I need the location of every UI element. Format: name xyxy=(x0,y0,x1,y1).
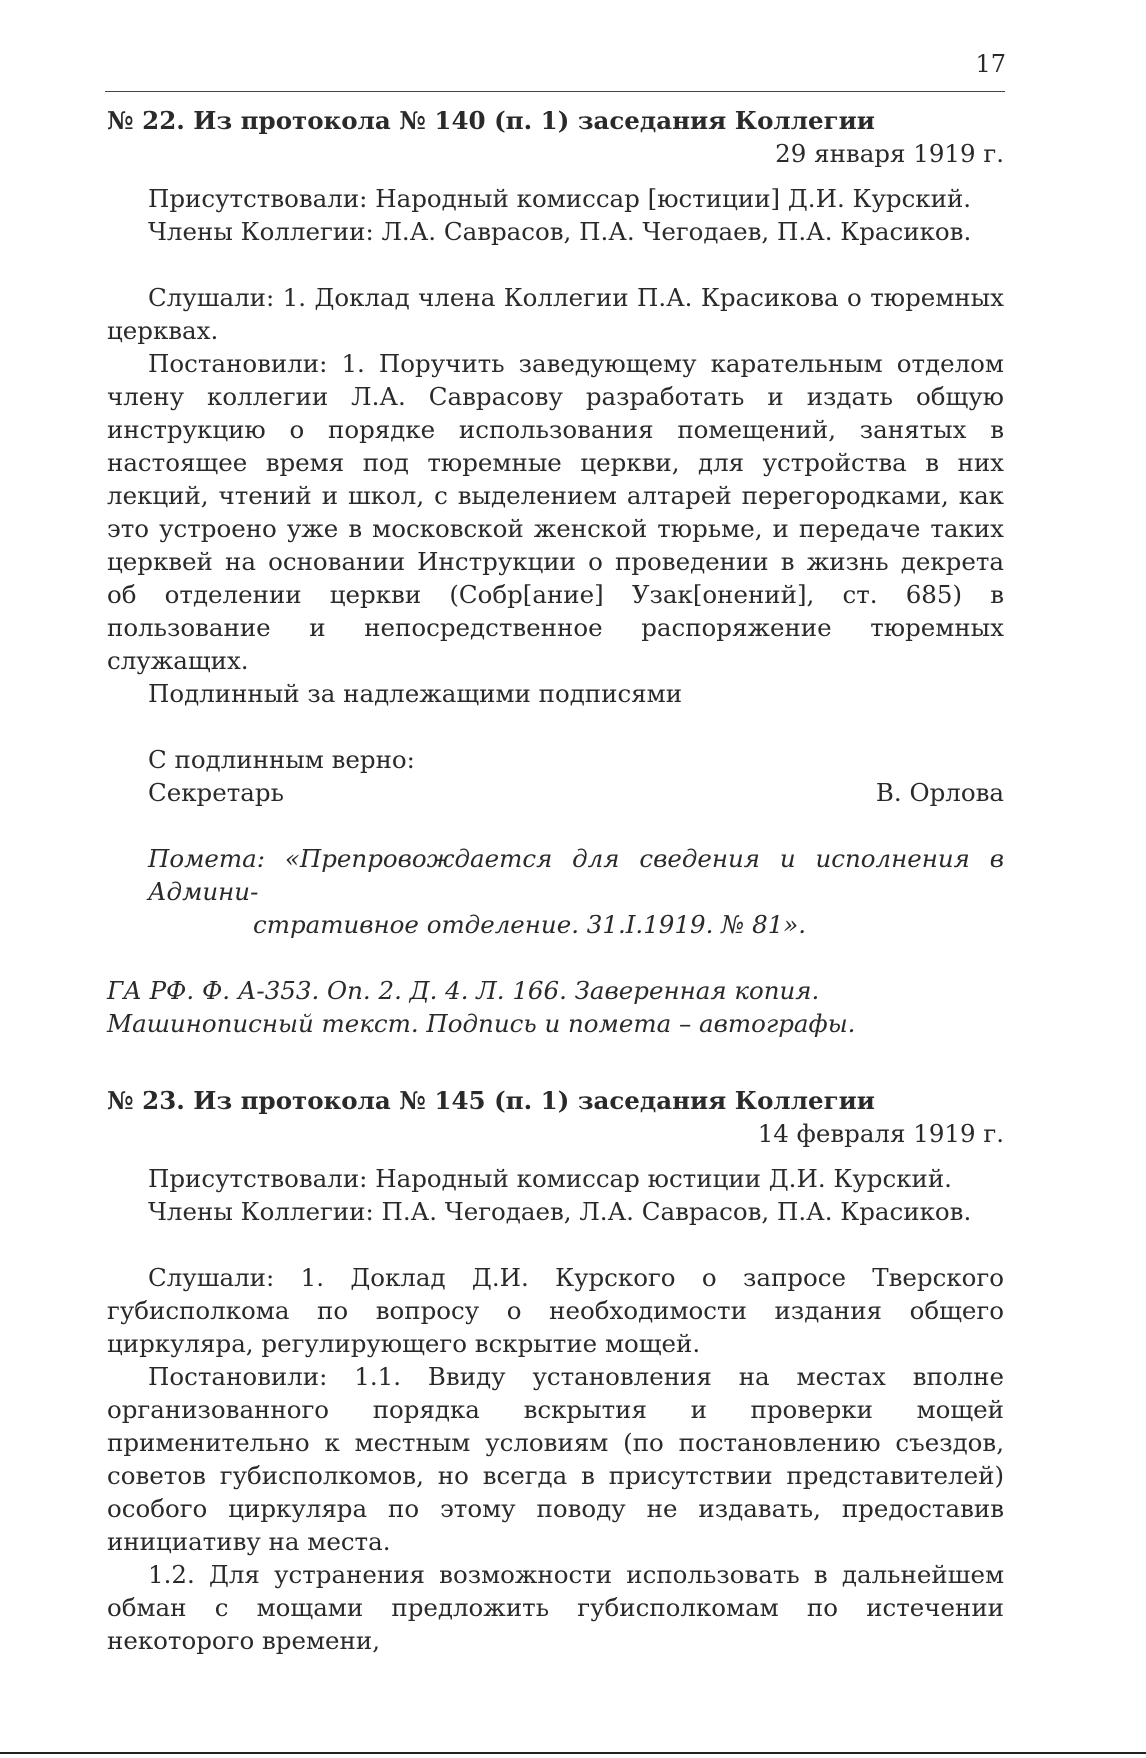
doc22-secretary-label: Секретарь xyxy=(148,778,284,807)
page-content xyxy=(107,104,1004,1657)
doc22-present: Присутствовали: Народный комиссар [юстиции] Д.И. Курский. xyxy=(148,184,972,213)
doc22-heard: Слушали: 1. Доклад члена Коллегии П.А. Красикова о тюремных церквах. xyxy=(107,283,1004,345)
doc23-resolved: Постановили: 1.1. Ввиду установления на местах вполне организованного порядка вскрытия и проверки мощей применительно к местным условиям (по постановлению съездов, советов губисполкомов, но всегда в присутствии представителей) особого циркуляра по этому поводу не издавать, предоставив инициативу на места. xyxy=(107,1362,1004,1556)
doc22-resolved: Постановили: 1. Поручить заведующему карательным отделом члену коллегии Л.А. Саврасову разработать и издать общую инструкцию о порядке использования помещений, занятых в настоящее время под тюремные церкви, для устройства в них лекций, чтений и школ, с выделением алтарей перегородками, как это устроено уже в московской женской тюрьме, и передаче таких церквей на основании Инструкции о проведении в жизнь декрета об отделении церкви (Собр[ание] Узак[онений], ст. 685) в пользование и непосредственное распоряжение тюремных служащих. xyxy=(107,349,1004,675)
doc22-date: 29 января 1919 г. xyxy=(775,139,1004,168)
bottom-edge-rule xyxy=(0,1752,1146,1754)
doc22-signature-row xyxy=(107,776,1004,809)
doc22-note-line2: стративное отделение. 31.I.1919. № 81». xyxy=(253,910,807,939)
doc22-members: Члены Коллегии: Л.А. Саврасов, П.А. Чегодаев, П.А. Красиков. xyxy=(148,217,972,246)
doc23-date: 14 февраля 1919 г. xyxy=(757,1119,1004,1148)
header-rule xyxy=(105,91,1005,92)
doc22-note xyxy=(107,842,1004,941)
page-number: 17 xyxy=(975,50,1006,78)
document-22 xyxy=(107,104,1004,1040)
doc23-point-1-2: 1.2. Для устранения возможности использовать в дальнейшем обман с мощами предложить губисполкомам по истечении некоторого времени, xyxy=(107,1560,1004,1655)
doc23-title: № 23. Из протокола № 145 (п. 1) заседания Коллегии xyxy=(107,1086,875,1115)
document-23 xyxy=(107,1084,1004,1657)
doc23-present: Присутствовали: Народный комиссар юстиции Д.И. Курский. xyxy=(148,1164,952,1193)
doc22-original: Подлинный за надлежащими подписями xyxy=(148,679,683,708)
doc22-note-line1: Помета: «Препровождается для сведения и исполнения в Админи- xyxy=(148,844,1004,906)
doc22-archive-line2: Машинописный текст. Подпись и помета – автографы. xyxy=(107,1009,856,1038)
doc23-members: Члены Коллегии: П.А. Чегодаев, Л.А. Саврасов, П.А. Красиков. xyxy=(148,1197,972,1226)
doc22-archive-line1: ГА РФ. Ф. А-353. Оп. 2. Д. 4. Л. 166. Заверенная копия. xyxy=(107,976,820,1005)
doc22-title: № 22. Из протокола № 140 (п. 1) заседания Коллегии xyxy=(107,106,875,135)
doc22-secretary-name: В. Орлова xyxy=(875,778,1004,807)
doc22-certified: С подлинным верно: xyxy=(148,745,415,774)
doc23-heard: Слушали: 1. Доклад Д.И. Курского о запросе Тверского губисполкома по вопросу о необходимости издания общего циркуляра, регулирующего вскрытие мощей. xyxy=(107,1263,1004,1358)
doc22-archive-reference xyxy=(107,974,1004,1040)
